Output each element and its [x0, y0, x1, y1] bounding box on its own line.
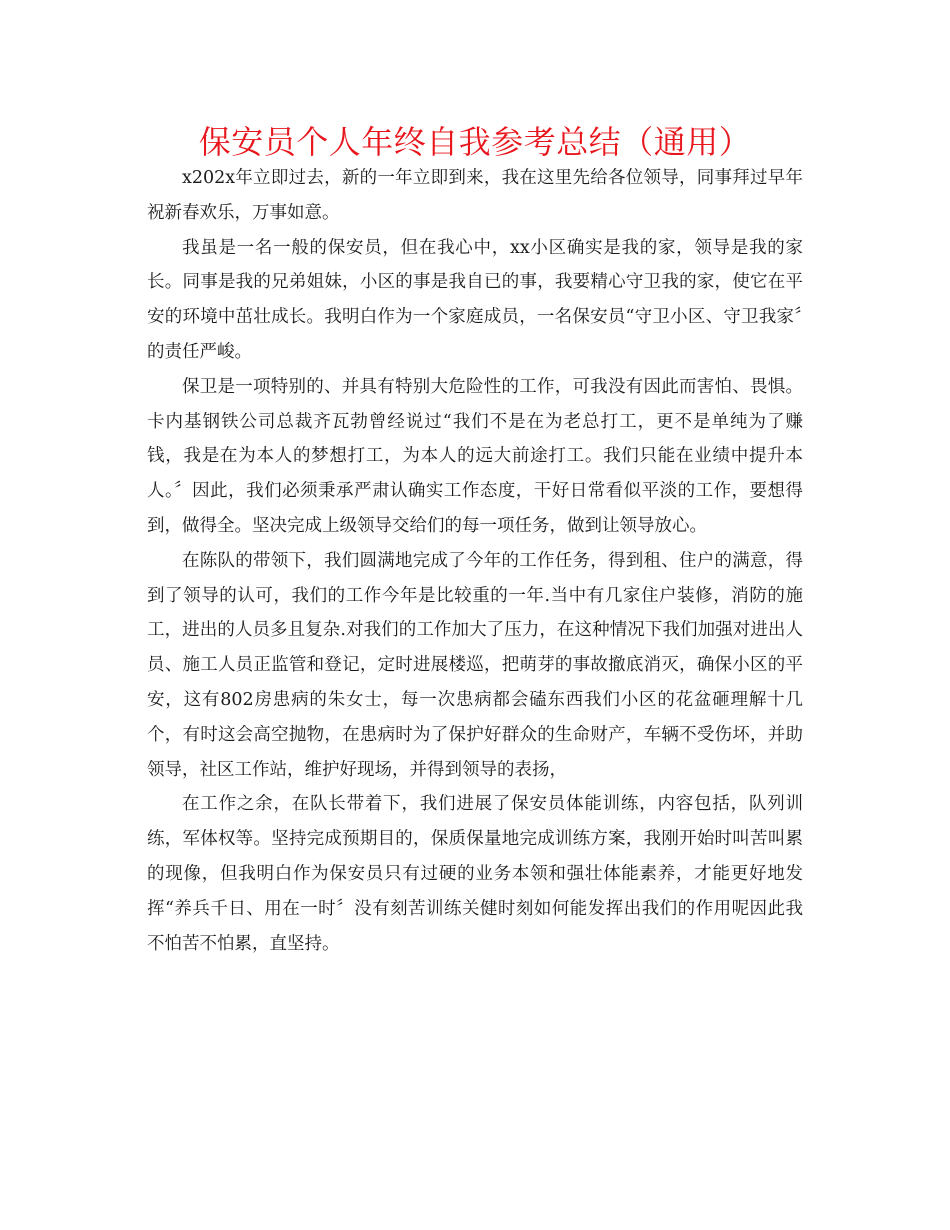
- document-title: 保安员个人年终自我参考总结（通用）: [198, 123, 752, 161]
- paragraph-duty: 保卫是一项特别的、并具有特别大危险性的工作，可我没有因此而害怕、畏惧。卡内基钢铁公司总裁齐瓦勃曾经说过“我们不是在为老总打工，更不是单纯为了赚钱，我是在为本人的梦想打工，为本人的远大前途打工。我们只能在业绩中提升本人。〞因此，我们必须秉承严肃认确实工作态度，干好日常看似平淡的工作，要想得到，做得全。坚决完成上级领导交给们的每一项任务，做到让领导放心。: [147, 376, 803, 536]
- paragraph-achievements: 在陈队的带领下，我们圆满地完成了今年的工作任务，得到租、住户的满意，得到了领导的认可，我们的工作今年是比较重的一年.当中有几家住户装修，消防的施工，进出的人员多且复杂.对我们的工作加大了压力，在这种情况下我们加强对进出人员、施工人员正监管和登记，定时进展楼巡，把萌芽的事故撤底消灭，确保小区的平安，这有802房患病的朱女士，每一次患病都会磕东西我们小区的花盆砸理解十几个，有时这会高空抛物，在患病时为了保护好群众的生命财产，车辆不受伤坏，并助领导，社区工作站，维护好现场，并得到领导的表扬，: [147, 550, 803, 780]
- paragraph-home: 我虽是一名一般的保安员，但在我心中，xx小区确实是我的家，领导是我的家长。同事是我的兄弟姐妹，小区的事是我自已的事，我要精心守卫我的家，使它在平安的环境中茁壮成长。我明白作为一个家庭成员，一名保安员“守卫小区、守卫我家〞的责任严峻。: [147, 237, 803, 362]
- paragraph-greeting: x202x年立即过去，新的一年立即到来，我在这里先给各位领导，同事拜过早年祝新春欢乐，万事如意。: [147, 168, 803, 223]
- document-body: [147, 161, 803, 961]
- paragraph-training: 在工作之余，在队长带着下，我们进展了保安员体能训练，内容包括，队列训练，军体权等。坚持完成预期目的，保质保量地完成训练方案，我刚开始时叫苦叫累的现像，但我明白作为保安员只有过硬的业务本领和强壮体能素养，才能更好地发挥“养兵千日、用在一时〞没有刻苦训练关健时刻如何能发挥出我们的作用呢因此我不怕苦不怕累，直坚持。: [147, 794, 803, 954]
